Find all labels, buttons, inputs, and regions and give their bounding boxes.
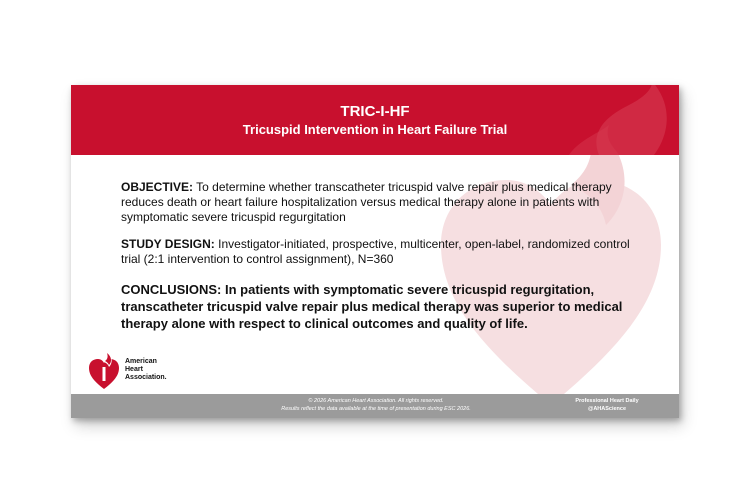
logo-line-2: Heart	[125, 366, 143, 373]
study-design-text: Investigator-initiated, prospective, multicenter, open-label, randomized control trial (2:1 intervention to control assignment), N=360	[121, 237, 630, 266]
logo-line-1: American	[125, 358, 157, 365]
objective-text: To determine whether transcatheter tricuspid valve repair plus medical therapy reduces death or heart failure hospitalization versus medical therapy alone in patients with symptomatic severe tricuspid regurgitation	[121, 180, 612, 224]
header-band	[71, 85, 679, 155]
slide-subtitle: Tricuspid Intervention in Heart Failure Trial	[242, 122, 508, 137]
aha-heart-torch-icon	[87, 350, 121, 390]
aha-logo	[87, 349, 197, 391]
logo-wordmark	[125, 358, 167, 382]
slide-content	[121, 180, 641, 344]
footer-legal	[201, 397, 551, 413]
footer-handle: @AHAScience	[587, 406, 627, 412]
study-design-paragraph	[121, 237, 641, 267]
footer-copyright: © 2026 American Heart Association. All rights reserved.	[308, 398, 444, 404]
conclusions-paragraph	[121, 281, 641, 332]
footer-note: Results reflect the data available at the time of presentation during ESC 2026.	[281, 406, 471, 412]
footer-brand	[557, 397, 657, 413]
objective-label: OBJECTIVE:	[121, 180, 194, 194]
study-design-label: STUDY DESIGN:	[121, 237, 215, 251]
slide	[71, 85, 679, 418]
conclusions-text: In patients with symptomatic severe tricuspid regurgitation, transcatheter tricuspid valve repair plus medical therapy was superior to medical therapy alone with respect to clinical outcomes and quality of life.	[121, 282, 623, 331]
footer-brand-name: Professional Heart Daily	[575, 398, 639, 404]
objective-paragraph	[121, 180, 641, 225]
slide-title: TRIC-I-HF	[340, 103, 410, 120]
conclusions-label: CONCLUSIONS:	[121, 282, 222, 297]
footer-bar	[71, 394, 679, 418]
logo-line-3: Association.	[125, 374, 167, 381]
